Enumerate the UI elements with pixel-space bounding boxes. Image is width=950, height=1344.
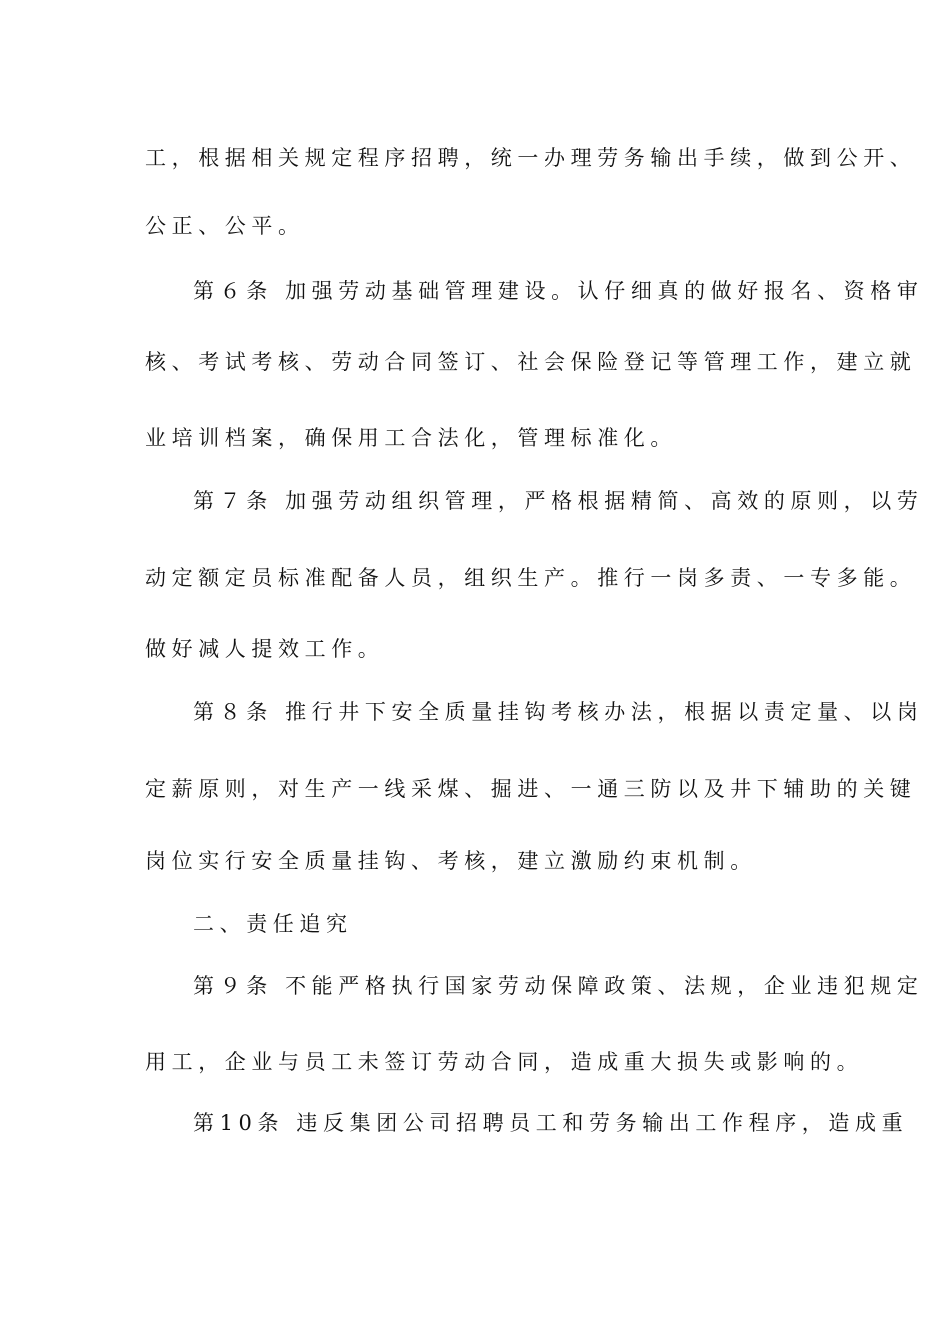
article-8-line: 第８条 推行井下安全质量挂钩考核办法，根据以责定量、以岗 xyxy=(193,700,924,724)
text-line: 公正、公平。 xyxy=(145,214,305,238)
text-line: 定薪原则，对生产一线采煤、掘进、一通三防以及井下辅助的关键 xyxy=(145,777,917,801)
text-line: 核、考试考核、劳动合同签订、社会保险登记等管理工作，建立就 xyxy=(145,350,917,374)
text-line: 做好减人提效工作。 xyxy=(145,637,385,661)
text-line: 岗位实行安全质量挂钩、考核，建立激励约束机制。 xyxy=(145,849,757,873)
text-line: 用工，企业与员工未签订劳动合同，造成重大损失或影响的。 xyxy=(145,1050,864,1074)
article-10-line: 第10条 违反集团公司招聘员工和劳务输出工作程序，造成重 xyxy=(193,1111,909,1135)
article-6-line: 第６条 加强劳动基础管理建设。认仔细真的做好报名、资格审 xyxy=(193,279,924,303)
section-heading: 二、责任追究 xyxy=(193,912,353,936)
text-line: 业培训档案，确保用工合法化，管理标准化。 xyxy=(145,426,677,450)
article-7-line: 第７条 加强劳动组织管理，严格根据精简、高效的原则，以劳 xyxy=(193,489,924,513)
text-line: 动定额定员标准配备人员，组织生产。推行一岗多责、一专多能。 xyxy=(145,566,917,590)
text-line: 工，根据相关规定程序招聘，统一办理劳务输出手续，做到公开、 xyxy=(145,146,917,170)
article-9-line: 第９条 不能严格执行国家劳动保障政策、法规，企业违犯规定 xyxy=(193,974,924,998)
